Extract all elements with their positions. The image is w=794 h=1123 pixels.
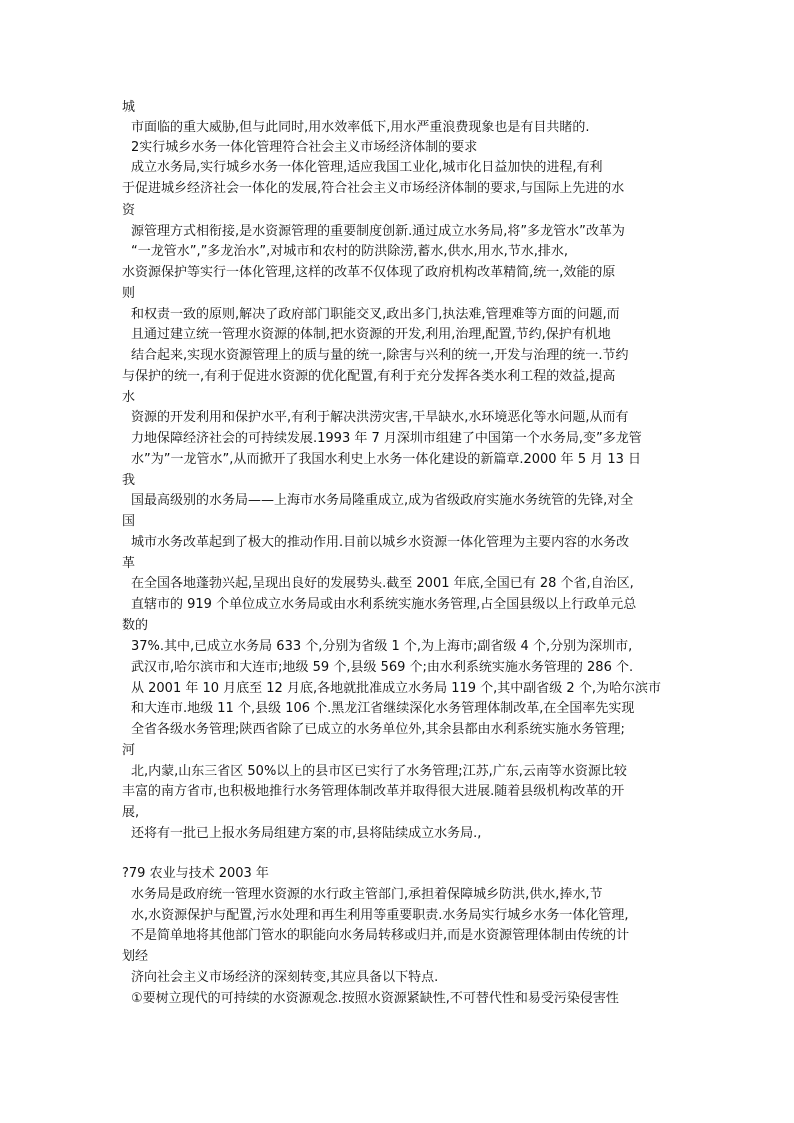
- text-line: 数的: [122, 618, 149, 633]
- text-line: 济向社会主义市场经济的深刻转变,其应具备以下特点.: [131, 970, 439, 985]
- text-line: 资: [122, 203, 136, 218]
- text-line: 直辖市的 919 个单位成立水务局或由水利系统实施水务管理,占全国县级以上行政单元总: [131, 597, 637, 612]
- text-line: 源管理方式相衔接,是水资源管理的重要制度创新.通过成立水务局,将”多龙管水”改革为: [131, 224, 625, 239]
- text-line: 革: [122, 556, 136, 571]
- section-heading: 2实行城乡水务一体化管理符合社会主义市场经济体制的要求: [131, 140, 478, 155]
- text-line: 水资源保护等实行一体化管理,这样的改革不仅体现了政府机构改革精简,统一,效能的原: [122, 265, 616, 280]
- text-line: 城市水务改革起到了极大的推动作用.目前以城乡水资源一体化管理为主要内容的水务改: [131, 535, 630, 550]
- text-line: 力地保障经济社会的可持续发展.1993 年 7 月深圳市组建了中国第一个水务局,变”多龙管: [131, 431, 642, 446]
- text-line: 丰富的南方省市,也积极地推行水务管理体制改革并取得很大进展.随着县级机构改革的开: [122, 784, 625, 799]
- text-line: 河: [122, 743, 136, 758]
- text-line: 从 2001 年 10 月底至 12 月底,各地就批准成立水务局 119 个,其中副省级 2 个,为哈尔滨市: [131, 681, 661, 696]
- text-line: 展,: [122, 805, 140, 820]
- text-line: 于促进城乡经济社会一体化的发展,符合社会主义市场经济体制的要求,与国际上先进的水: [122, 181, 625, 196]
- text-line: 结合起来,实现水资源管理上的质与量的统一,除害与兴利的统一,开发与治理的统一.节约: [131, 348, 629, 363]
- text-line: 城: [122, 100, 136, 115]
- text-line: 水”为”一龙管水”,从而掀开了我国水利史上水务一体化建设的新篇章.2000 年 5 月 13 日: [131, 452, 642, 467]
- text-line: 国: [122, 514, 136, 529]
- text-line: 则: [122, 286, 136, 301]
- text-line: 和大连市.地级 11 个,县级 106 个.黑龙江省继续深化水务管理体制改革,在全国率先实现: [131, 701, 635, 716]
- text-line: 成立水务局,实行城乡水务一体化管理,适应我国工业化,城市化日益加快的进程,有利: [131, 160, 603, 175]
- text-line: 和权责一致的原则,解决了政府部门职能交叉,政出多门,执法难,管理难等方面的问题,而: [131, 307, 620, 322]
- text-line: 划经: [122, 949, 149, 964]
- text-line: 北,内蒙,山东三省区 50%以上的县市区已实行了水务管理;江苏,广东,云南等水资源比较: [131, 764, 627, 779]
- text-line: 与保护的统一,有利于促进水资源的优化配置,有利于充分发挥各类水利工程的效益,提高: [122, 369, 616, 384]
- text-line: 全省各级水务管理;陕西省除了已成立的水务单位外,其余县都由水利系统实施水务管理;: [131, 722, 625, 737]
- text-line: 水务局是政府统一管理水资源的水行政主管部门,承担着保障城乡防洪,供水,捧水,节: [131, 887, 603, 902]
- text-line: 水,水资源保护与配置,污水处理和再生利用等重要职责.水务局实行城乡水务一体化管理,: [131, 908, 629, 923]
- text-line: 在全国各地蓬勃兴起,呈现出良好的发展势头.截至 2001 年底,全国已有 28 个省,自治区,: [131, 576, 634, 591]
- text-line: ①要树立现代的可持续的水资源观念.按照水资源紧缺性,不可替代性和易受污染侵害性: [131, 991, 619, 1006]
- text-line: 市面临的重大威胁,但与此同时,用水效率低下,用水严重浪费现象也是有目共睹的.: [131, 120, 590, 135]
- text-line: “一龙管水”,”多龙治水”,对城市和农村的防洪除涝,蓄水,供水,用水,节水,排水,: [131, 244, 568, 259]
- text-line: 且通过建立统一管理水资源的体制,把水资源的开发,利用,治理,配置,节约,保护有机地: [131, 327, 611, 342]
- text-line: 武汉市,哈尔滨市和大连市;地级 59 个,县级 569 个;由水利系统实施水务管理的 286 个.: [131, 660, 634, 675]
- page-footer-source: ?79 农业与技术 2003 年: [122, 866, 269, 881]
- text-line: 不是简单地将其他部门管水的职能向水务局转移或归并,而是水资源管理体制由传统的计: [131, 928, 630, 943]
- text-line: 资源的开发利用和保护水平,有利于解决洪涝灾害,干旱缺水,水环境恶化等水问题,从而有: [131, 410, 629, 425]
- text-line: 还将有一批已上报水务局组建方案的市,县将陆续成立水务局.,: [131, 826, 482, 841]
- text-line: 水: [122, 390, 136, 405]
- text-line: 我: [122, 473, 136, 488]
- text-line: 37%.其中,已成立水务局 633 个,分别为省级 1 个,为上海市;副省级 4 个,分别为深圳市,: [131, 639, 633, 654]
- text-line: 国最高级别的水务局——上海市水务局隆重成立,成为省级政府实施水务统管的先锋,对全: [131, 493, 634, 508]
